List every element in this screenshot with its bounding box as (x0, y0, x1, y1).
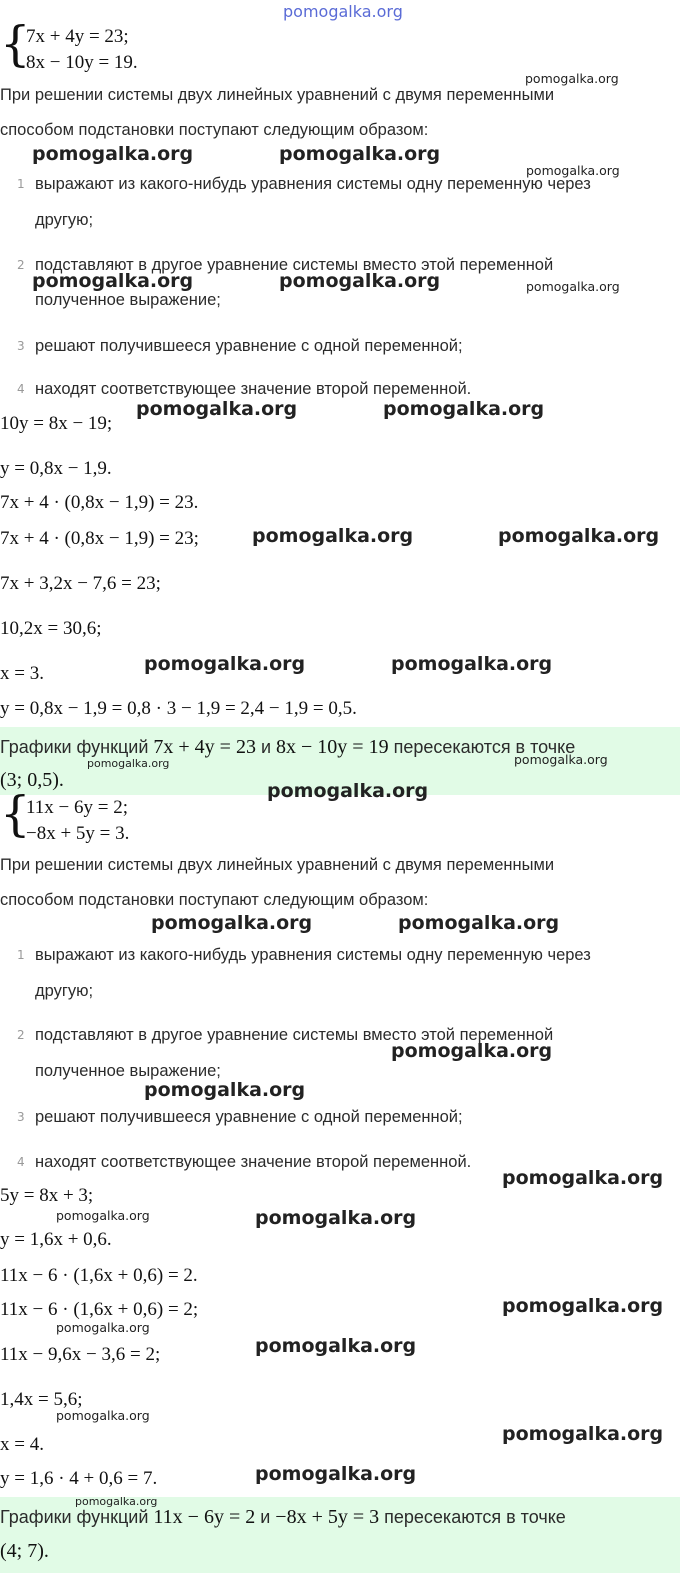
step-number: 2 (17, 1028, 25, 1042)
watermark: pomogalka.org (525, 71, 619, 86)
watermark: pomogalka.org (383, 398, 545, 420)
intro-line-1: При решении системы двух линейных уравнений с двумя переменными (0, 856, 555, 874)
intro-line-2: способом подстановки поступают следующим образом: (0, 891, 429, 909)
watermark: pomogalka.org (498, 525, 660, 547)
step-text: подставляют в другое уравнение системы вместо этой переменной (35, 256, 554, 274)
step-text-cont: полученное выражение; (35, 291, 221, 309)
step-number: 3 (17, 1110, 25, 1124)
step-number: 4 (17, 382, 25, 396)
solution-step: 7x + 3,2x − 7,6 = 23; (0, 573, 161, 594)
step-text: выражают из какого-нибудь уравнения системы одну переменную через (35, 175, 591, 193)
watermark: pomogalka.org (502, 1423, 664, 1445)
watermark: pomogalka.org (32, 143, 194, 165)
solution-step: 5y = 8x + 3; (0, 1185, 94, 1206)
watermark: pomogalka.org (391, 653, 553, 675)
watermark-top: pomogalka.org (283, 2, 403, 21)
step-text-cont: полученное выражение; (35, 1062, 221, 1080)
watermark: pomogalka.org (255, 1207, 417, 1229)
solution-step: 11x − 6 · (1,6x + 0,6) = 2; (0, 1299, 199, 1320)
step-text-cont: другую; (35, 211, 94, 229)
answer-line: Графики функций 11x − 6y = 2 и −8x + 5y = 3 пересекаются в точке (0, 1506, 566, 1528)
watermark: pomogalka.org (252, 525, 414, 547)
step-number: 1 (17, 177, 25, 191)
watermark: pomogalka.org (502, 1167, 664, 1189)
solution-step: 7x + 4 · (0,8x − 1,9) = 23. (0, 492, 199, 513)
system-equation-2: 8x − 10y = 19. (26, 52, 138, 73)
solution-step: y = 0,8x − 1,9. (0, 458, 112, 479)
watermark: pomogalka.org (526, 163, 620, 178)
watermark: pomogalka.org (514, 752, 608, 767)
solution-step: 7x + 4 · (0,8x − 1,9) = 23; (0, 528, 199, 549)
step-number: 4 (17, 1155, 25, 1169)
watermark: pomogalka.org (32, 270, 194, 292)
answer-box (0, 1497, 680, 1573)
solution-step: 10y = 8x − 19; (0, 413, 113, 434)
solution-step: 11x − 6 · (1,6x + 0,6) = 2. (0, 1265, 198, 1286)
system-equation-1: 7x + 4y = 23; (26, 26, 129, 47)
solution-step: x = 3. (0, 663, 44, 684)
step-text: подставляют в другое уравнение системы вместо этой переменной (35, 1026, 554, 1044)
watermark: pomogalka.org (87, 757, 170, 770)
solution-step: 10,2x = 30,6; (0, 618, 102, 639)
solution-step: y = 0,8x − 1,9 = 0,8 · 3 − 1,9 = 2,4 − 1,9 = 0,5. (0, 698, 357, 719)
watermark: pomogalka.org (144, 1079, 306, 1101)
watermark: pomogalka.org (526, 279, 620, 294)
watermark: pomogalka.org (75, 1495, 158, 1508)
solution-step: x = 4. (0, 1434, 44, 1455)
intro-line-1: При решении системы двух линейных уравнений с двумя переменными (0, 86, 555, 104)
step-number: 2 (17, 258, 25, 272)
system-brace: { (0, 786, 31, 842)
watermark: pomogalka.org (279, 143, 441, 165)
watermark: pomogalka.org (391, 1040, 553, 1062)
step-text: находят соответствующее значение второй переменной. (35, 1153, 472, 1171)
solution-step: y = 1,6 · 4 + 0,6 = 7. (0, 1468, 158, 1489)
step-text: решают получившееся уравнение с одной переменной; (35, 337, 463, 355)
watermark: pomogalka.org (255, 1335, 417, 1357)
answer-point: (3; 0,5). (0, 769, 64, 791)
answer-line: Графики функций 7x + 4y = 23 и 8x − 10y = 19 пересекаются в точке (0, 736, 576, 758)
step-number: 1 (17, 948, 25, 962)
intro-line-2: способом подстановки поступают следующим образом: (0, 121, 429, 139)
solution-step: y = 1,6x + 0,6. (0, 1229, 112, 1250)
step-text: выражают из какого-нибудь уравнения системы одну переменную через (35, 946, 591, 964)
watermark: pomogalka.org (56, 1208, 150, 1223)
step-text: решают получившееся уравнение с одной переменной; (35, 1108, 463, 1126)
answer-point: (4; 7). (0, 1540, 49, 1562)
step-text-cont: другую; (35, 982, 94, 1000)
system-brace: { (0, 16, 31, 72)
watermark: pomogalka.org (267, 780, 429, 802)
watermark: pomogalka.org (56, 1408, 150, 1423)
step-number: 3 (17, 339, 25, 353)
system-equation-1: 11x − 6y = 2; (26, 797, 129, 818)
watermark: pomogalka.org (56, 1320, 150, 1335)
step-text: находят соответствующее значение второй переменной. (35, 380, 472, 398)
solution-step: 11x − 9,6x − 3,6 = 2; (0, 1344, 161, 1365)
watermark: pomogalka.org (398, 912, 560, 934)
watermark: pomogalka.org (502, 1295, 664, 1317)
solution-step: 1,4x = 5,6; (0, 1389, 83, 1410)
watermark: pomogalka.org (255, 1463, 417, 1485)
system-equation-2: −8x + 5y = 3. (26, 823, 130, 844)
watermark: pomogalka.org (279, 270, 441, 292)
watermark: pomogalka.org (144, 653, 306, 675)
watermark: pomogalka.org (151, 912, 313, 934)
watermark: pomogalka.org (136, 398, 298, 420)
